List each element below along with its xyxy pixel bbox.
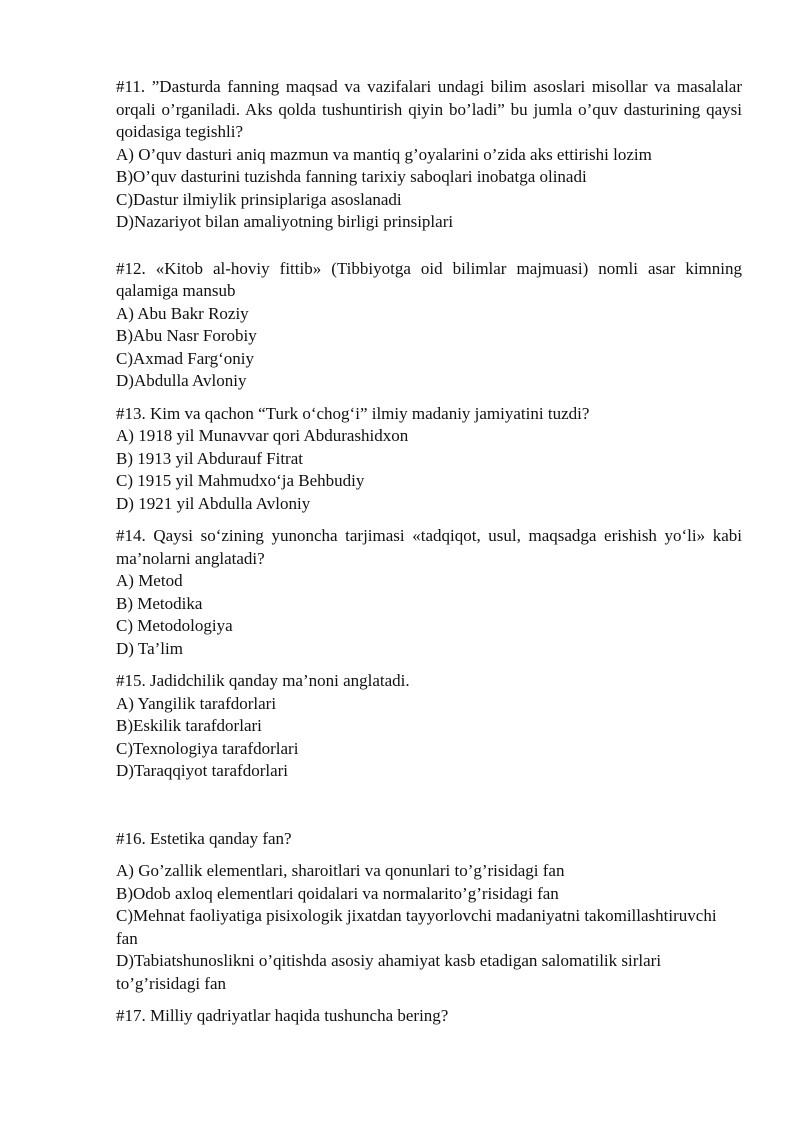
option-b: B)Eskilik tarafdorlari [116,716,262,735]
question-17 [116,1005,742,1028]
option-a: A) Abu Bakr Roziy [116,303,249,323]
option-a: A) Go’zallik elementlari, sharoitlari va qonunlari to’g’risidagi fan [116,861,565,880]
question-11 [116,76,742,234]
question-13 [116,403,742,516]
question-text: #13. Kim va qachon “Turk o‘chog‘i” ilmiy madaniy jamiyatini tuzdi? [116,403,590,423]
option-b: B)Odob axloq elementlari qoidalari va normalarito’g’risidagi fan [116,883,559,903]
document-page [116,76,742,1028]
question-16 [116,828,742,996]
option-d: D)Nazariyot bilan amaliyotning birligi prinsiplari [116,212,454,231]
question-text: #16. Estetika qanday fan? [116,828,292,848]
question-text: #17. Milliy qadriyatlar haqida tushuncha bering? [116,1006,449,1025]
option-c: C)Axmad Farg‘oniy [116,348,255,368]
option-c: C)Texnologiya tarafdorlari [116,738,299,758]
option-a: A) Yangilik tarafdorlari [116,693,277,713]
option-b: B) 1913 yil Abdurauf Fitrat [116,448,303,468]
option-d: D)Taraqqiyot tarafdorlari [116,761,289,780]
option-c: C)Mehnat faoliyatiga pisixologik jixatdan tayyorlovchi madaniyatni takomillashtiruvchi fan [116,906,717,948]
option-d: D) Ta’lim [116,638,183,658]
question-text: #15. Jadidchilik qanday ma’noni anglatadi. [116,671,410,690]
option-d: D)Tabiatshunoslikni o’qitishda asosiy ahamiyat kasb etadigan salomatilik sirlari to’g’risidagi fan [116,951,662,993]
option-b: B)Abu Nasr Forobiy [116,326,257,345]
option-d: D)Abdulla Avloniy [116,371,247,390]
option-b: B) Metodika [116,593,203,613]
option-b: B)O’quv dasturini tuzishda fanning tarixiy saboqlari inobatga olinadi [116,167,587,186]
option-c: C) Metodologiya [116,616,233,635]
option-a: A) 1918 yil Munavvar qori Abdurashidxon [116,426,409,445]
option-c: C)Dastur ilmiylik prinsiplariga asoslanadi [116,189,402,209]
option-d: D) 1921 yil Abdulla Avloniy [116,493,311,513]
option-a: A) O’quv dasturi aniq mazmun va mantiq g’oyalarini o’zida aks ettirishi lozim [116,144,652,164]
option-a: A) Metod [116,571,183,590]
question-15 [116,670,742,783]
question-text: #12. «Kitob al-hoviy fittib» (Tibbiyotga oid bilimlar majmuasi) nomli asar kimning qalamiga mansub [116,258,742,300]
option-c: C) 1915 yil Mahmudxo‘ja Behbudiy [116,471,365,490]
question-text: #14. Qaysi so‘zining yunoncha tarjimasi «tadqiqot, usul, maqsadga erishish yo‘li» kabi ma’nolarni anglatadi? [116,526,742,568]
question-12 [116,258,742,393]
question-text: #11. ”Dasturda fanning maqsad va vazifalari undagi bilim asoslari misollar va masalalar orqali o’rganiladi. Aks qolda tushuntirish qiyin bo’ladi” bu jumla o’quv dasturining qaysi qoidasiga tegishli? [116,77,742,141]
question-14 [116,525,742,660]
